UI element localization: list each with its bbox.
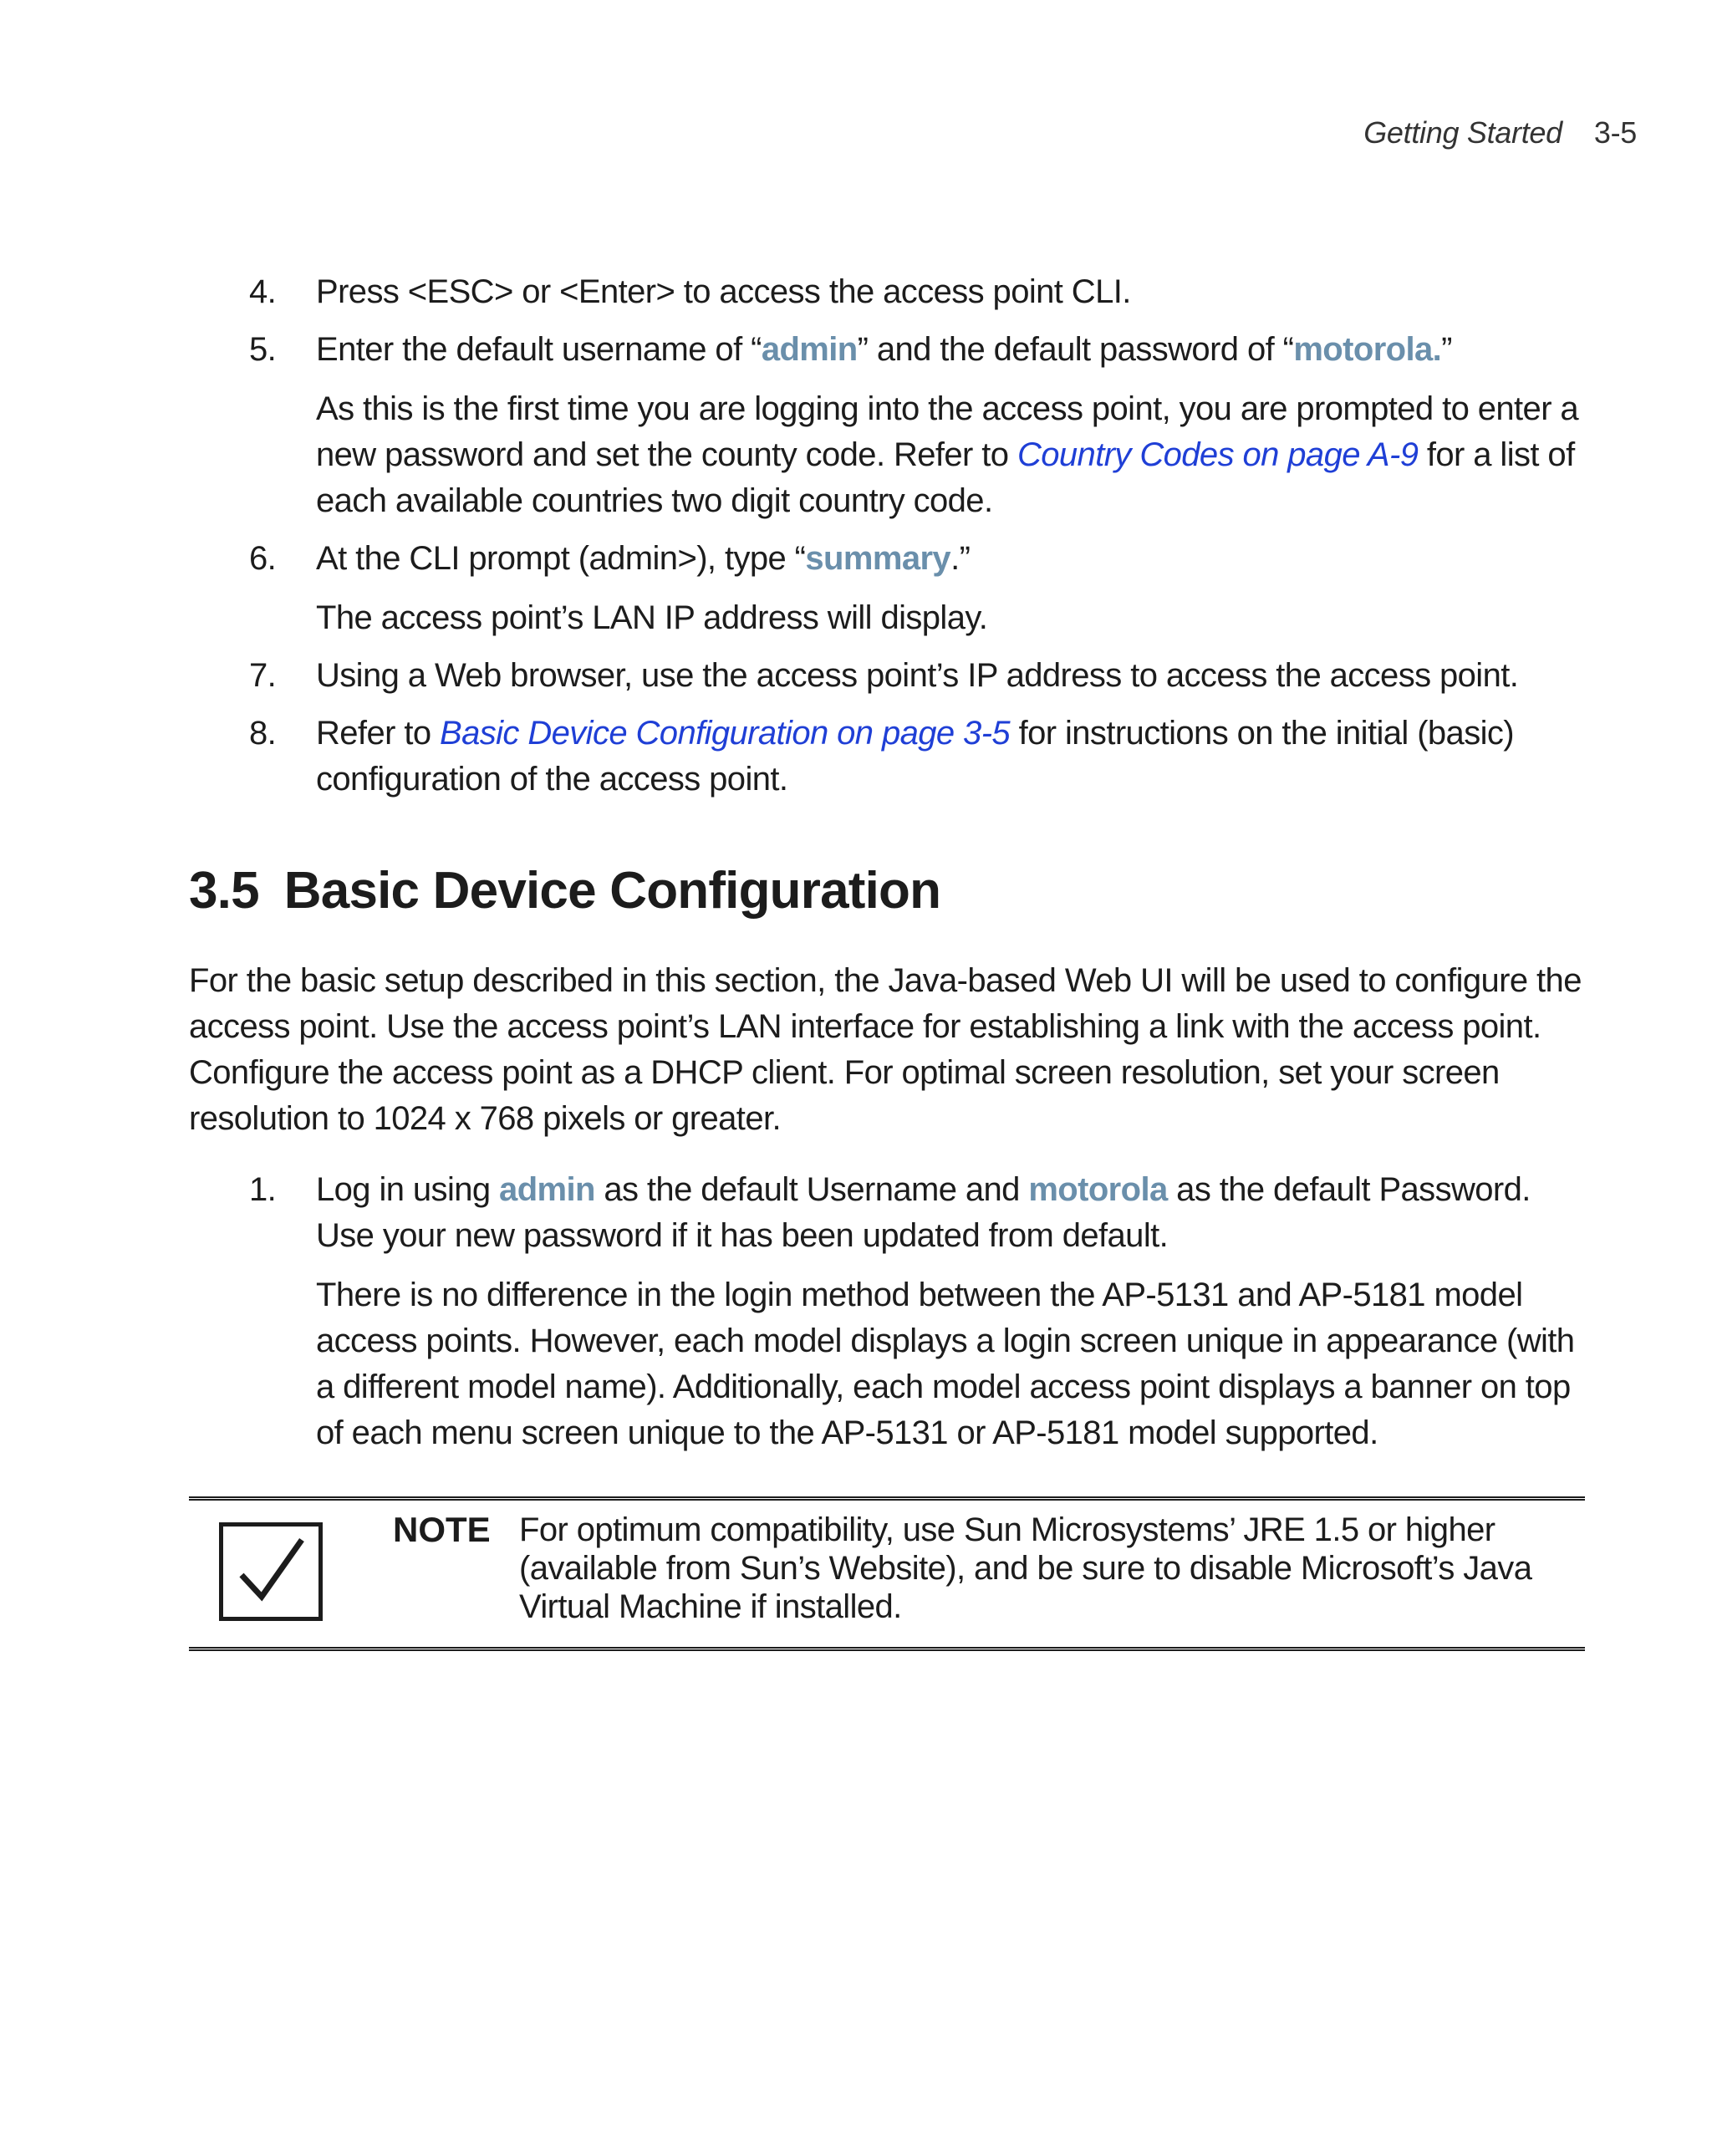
- keyword-admin: admin: [761, 331, 858, 368]
- step-text: Press <ESC> or <Enter> to access the access point CLI.: [316, 273, 1131, 310]
- chapter-title: Getting Started: [1363, 115, 1562, 150]
- keyword-motorola: motorola.: [1293, 331, 1442, 368]
- step-text: for instructions on the initial (basic) configuration of the access point.: [316, 715, 1515, 798]
- keyword-admin: admin: [499, 1171, 595, 1208]
- link-basic-device-configuration[interactable]: Basic Device Configuration on page 3-5: [440, 715, 1011, 752]
- section-heading: [189, 858, 1585, 925]
- link-country-codes[interactable]: Country Codes on page A-9: [1016, 436, 1419, 473]
- step-list-bottom: [189, 1167, 1585, 1456]
- step-number: 7.: [249, 657, 277, 694]
- step-text: Using a Web browser, use the access point’s IP address to access the access point.: [316, 657, 1519, 694]
- step-text: .”: [950, 540, 971, 577]
- step-list-top: [189, 269, 1585, 803]
- main-content: [189, 269, 1585, 1468]
- section-title: Basic Device Configuration: [283, 862, 941, 920]
- step-detail: As this is the first time you are logging into the access point, you are prompted to enter a new password and set the county code. Refer to: [316, 390, 1579, 473]
- keyword-summary: summary: [805, 540, 951, 577]
- list-item: [189, 269, 1585, 315]
- list-item: [189, 653, 1585, 699]
- step-text: ” and the default password of “: [857, 331, 1294, 368]
- check-mark-icon: [219, 1522, 323, 1621]
- step-detail: for a list of each available countries two digit country code.: [316, 436, 1575, 519]
- list-item: [189, 536, 1585, 641]
- step-text: as the default Username and: [594, 1171, 1029, 1208]
- step-detail: There is no difference in the login method between the AP-5131 and AP-5181 model access points. However, each model displays a login screen unique in appearance (with a different model name). Additionally, each model access point displays a banner on top of each menu screen unique to the AP-5131 or AP-5181 model supported.: [316, 1277, 1575, 1451]
- step-text: Refer to: [316, 715, 440, 752]
- section-number: 3.5: [189, 862, 259, 920]
- step-number: 8.: [249, 715, 277, 752]
- step-text: At the CLI prompt (admin>), type “: [316, 540, 806, 577]
- keyword-motorola: motorola: [1028, 1171, 1168, 1208]
- step-text: Enter the default username of “: [316, 331, 762, 368]
- note-text: For optimum compatibility, use Sun Microsystems’ JRE 1.5 or higher (available from Sun’s Website), and be sure to disable Microsoft’s Java Virtual Machine if installed.: [519, 1511, 1532, 1625]
- step-text: ”: [1441, 331, 1452, 368]
- step-number: 1.: [249, 1171, 277, 1208]
- note-box: [189, 1496, 1585, 1651]
- step-text: as the default Password. Use your new password if it has been updated from default.: [316, 1171, 1531, 1254]
- step-text: Log in using: [316, 1171, 500, 1208]
- step-detail: The access point’s LAN IP address will display.: [316, 599, 988, 636]
- step-number: 5.: [249, 331, 277, 368]
- section-intro: For the basic setup described in this section, the Java-based Web UI will be used to configure the access point. Use the access point’s LAN interface for establishing a link with the access point. Configure the access point as a DHCP client. For optimal screen resolution, set your screen resolution to 1024 x 768 pixels or greater.: [189, 962, 1582, 1137]
- step-number: 6.: [249, 540, 277, 577]
- list-item: [189, 711, 1585, 803]
- step-number: 4.: [249, 273, 277, 310]
- list-item: [189, 327, 1585, 524]
- running-header: [1363, 115, 1637, 150]
- list-item: [189, 1167, 1585, 1456]
- note-label: NOTE: [393, 1510, 491, 1549]
- page-number: 3-5: [1593, 115, 1637, 150]
